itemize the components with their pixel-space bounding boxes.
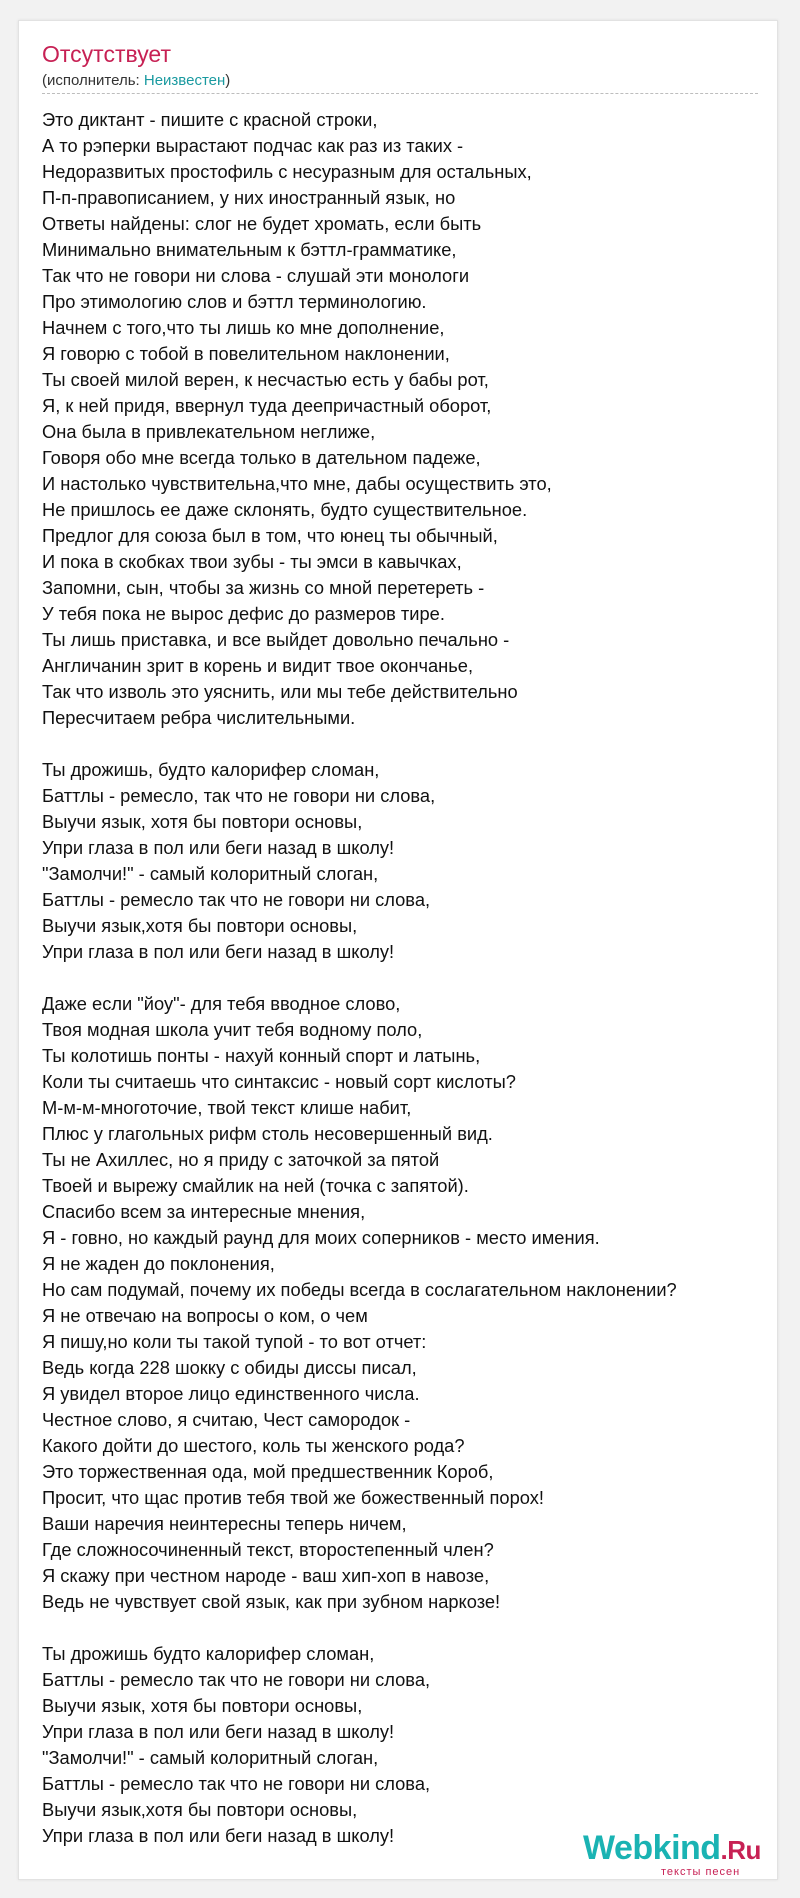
logo-tld: .Ru (720, 1835, 761, 1865)
lyric-line: Пересчитаем ребра числительными. (42, 707, 356, 728)
lyric-line: Я не отвечаю на вопросы о ком, о чем (42, 1305, 368, 1326)
lyric-line: Просит, что щас против тебя твой же божественный порох! (42, 1487, 544, 1508)
lyric-line: Предлог для союза был в том, что юнец ты обычный, (42, 525, 498, 546)
lyric-line: Упри глаза в пол или беги назад в школу! (42, 1721, 395, 1742)
lyric-line: Это торжественная ода, мой предшественник Короб, (42, 1461, 494, 1482)
lyric-line: Упри глаза в пол или беги назад в школу! (42, 1825, 395, 1846)
lyric-line: Запомни, сын, чтобы за жизнь со мной перетереть - (42, 577, 485, 598)
lyrics-stanza (42, 107, 772, 731)
lyric-line: Твоей и вырежу смайлик на ней (точка с запятой). (42, 1175, 469, 1196)
lyric-line: Я пишу,но коли ты такой тупой - то вот отчет: (42, 1331, 427, 1352)
lyric-line: Где сложносочиненный текст, второстепенный член? (42, 1539, 494, 1560)
lyric-line: Начнем с того,что ты лишь ко мне дополнение, (42, 317, 445, 338)
lyric-line: Я скажу при честном народе - ваш хип-хоп в навозе, (42, 1565, 490, 1586)
lyric-line: Баттлы - ремесло, так что не говори ни слова, (42, 785, 436, 806)
lyric-line: Выучи язык,хотя бы повтори основы, (42, 1799, 358, 1820)
lyric-line: Ведь когда 228 шокку с обиды диссы писал, (42, 1357, 417, 1378)
lyric-line: Так что изволь это уяснить, или мы тебе действительно (42, 681, 518, 702)
lyric-line: Честное слово, я считаю, Чест самородок - (42, 1409, 411, 1430)
lyric-line: Ты лишь приставка, и все выйдет довольно печально - (42, 629, 510, 650)
lyric-line: Ты не Ахиллес, но я приду с заточкой за пятой (42, 1149, 440, 1170)
lyric-line: Баттлы - ремесло так что не говори ни слова, (42, 1773, 431, 1794)
lyric-line: Я, к ней придя, ввернул туда деепричастный оборот, (42, 395, 492, 416)
lyric-line: Так что не говори ни слова - слушай эти монологи (42, 265, 470, 286)
lyric-line: "Замолчи!" - самый колоритный слоган, (42, 1747, 379, 1768)
lyric-line: Какого дойти до шестого, коль ты женского рода? (42, 1435, 465, 1456)
lyric-line: П-п-правописанием, у них иностранный язык, но (42, 187, 456, 208)
lyric-line: Она была в привлекательном неглиже, (42, 421, 376, 442)
lyric-line: Даже если "йоу"- для тебя вводное слово, (42, 993, 401, 1014)
lyric-line: Ваши наречия неинтересны теперь ничем, (42, 1513, 407, 1534)
lyric-line: Выучи язык, хотя бы повтори основы, (42, 811, 363, 832)
lyric-line: "Замолчи!" - самый колоритный слоган, (42, 863, 379, 884)
lyric-line: Ведь не чувствует свой язык, как при зубном наркозе! (42, 1591, 501, 1612)
lyric-line: И пока в скобках твои зубы - ты эмси в кавычках, (42, 551, 462, 572)
lyric-line: Это диктант - пишите с красной строки, (42, 109, 378, 130)
lyric-line: У тебя пока не вырос дефис до размеров тире. (42, 603, 445, 624)
lyrics-stanza (42, 1641, 772, 1849)
lyric-line: Упри глаза в пол или беги назад в школу! (42, 837, 395, 858)
lyrics-stanza (42, 991, 772, 1615)
song-title: Отсутствует (42, 41, 171, 67)
lyric-line: М-м-м-многоточие, твой текст клише набит, (42, 1097, 412, 1118)
logo-brand: Webkind (583, 1829, 721, 1867)
logo-tagline: тексты песен (661, 1866, 741, 1878)
lyric-line: Ответы найдены: слог не будет хромать, если быть (42, 213, 482, 234)
lyric-line: Упри глаза в пол или беги назад в школу! (42, 941, 395, 962)
lyric-line: Ты дрожишь будто калорифер сломан, (42, 1643, 375, 1664)
lyric-line: Ты колотишь понты - нахуй конный спорт и латынь, (42, 1045, 481, 1066)
artist-link[interactable]: Неизвестен (143, 72, 226, 89)
logo-wordmark (583, 1828, 761, 1870)
lyric-line: Плюс у глагольных рифм столь несовершенный вид. (42, 1123, 493, 1144)
artist-prefix: (исполнитель: (42, 72, 144, 89)
lyric-line: Про этимологию слов и бэттл терминологию. (42, 291, 427, 312)
artist-line (42, 72, 230, 90)
lyric-line: А то рэперки вырастают подчас как раз из таких - (42, 135, 464, 156)
lyrics-body (42, 107, 772, 1849)
lyric-line: И настолько чувствительна,что мне, дабы осуществить это, (42, 473, 552, 494)
lyric-line: Я не жаден до поклонения, (42, 1253, 275, 1274)
lyric-line: Баттлы - ремесло так что не говори ни слова, (42, 889, 431, 910)
lyric-line: Говоря обо мне всегда только в дательном падеже, (42, 447, 481, 468)
lyric-line: Но сам подумай, почему их победы всегда в сослагательном наклонении? (42, 1279, 677, 1300)
lyric-line: Коли ты считаешь что синтаксис - новый сорт кислоты? (42, 1071, 516, 1092)
lyric-line: Минимально внимательным к бэттл-грамматике, (42, 239, 457, 260)
lyric-line: Выучи язык,хотя бы повтори основы, (42, 915, 358, 936)
lyric-line: Англичанин зрит в корень и видит твое окончанье, (42, 655, 474, 676)
header-divider (42, 93, 758, 94)
lyric-line: Ты дрожишь, будто калорифер сломан, (42, 759, 380, 780)
lyric-line: Ты своей милой верен, к несчастью есть у бабы рот, (42, 369, 489, 390)
lyric-line: Недоразвитых простофиль с несуразным для остальных, (42, 161, 532, 182)
lyric-line: Выучи язык, хотя бы повтори основы, (42, 1695, 363, 1716)
lyric-line: Я увидел второе лицо единственного числа. (42, 1383, 420, 1404)
lyric-line: Я - говно, но каждый раунд для моих соперников - место имения. (42, 1227, 600, 1248)
lyric-line: Не пришлось ее даже склонять, будто существительное. (42, 499, 528, 520)
webkind-logo (583, 1828, 773, 1888)
lyric-line: Спасибо всем за интересные мнения, (42, 1201, 366, 1222)
lyric-line: Баттлы - ремесло так что не говори ни слова, (42, 1669, 431, 1690)
artist-suffix: ) (225, 72, 231, 89)
lyrics-stanza (42, 757, 772, 965)
lyric-line: Твоя модная школа учит тебя водному поло, (42, 1019, 423, 1040)
lyric-line: Я говорю с тобой в повелительном наклонении, (42, 343, 450, 364)
